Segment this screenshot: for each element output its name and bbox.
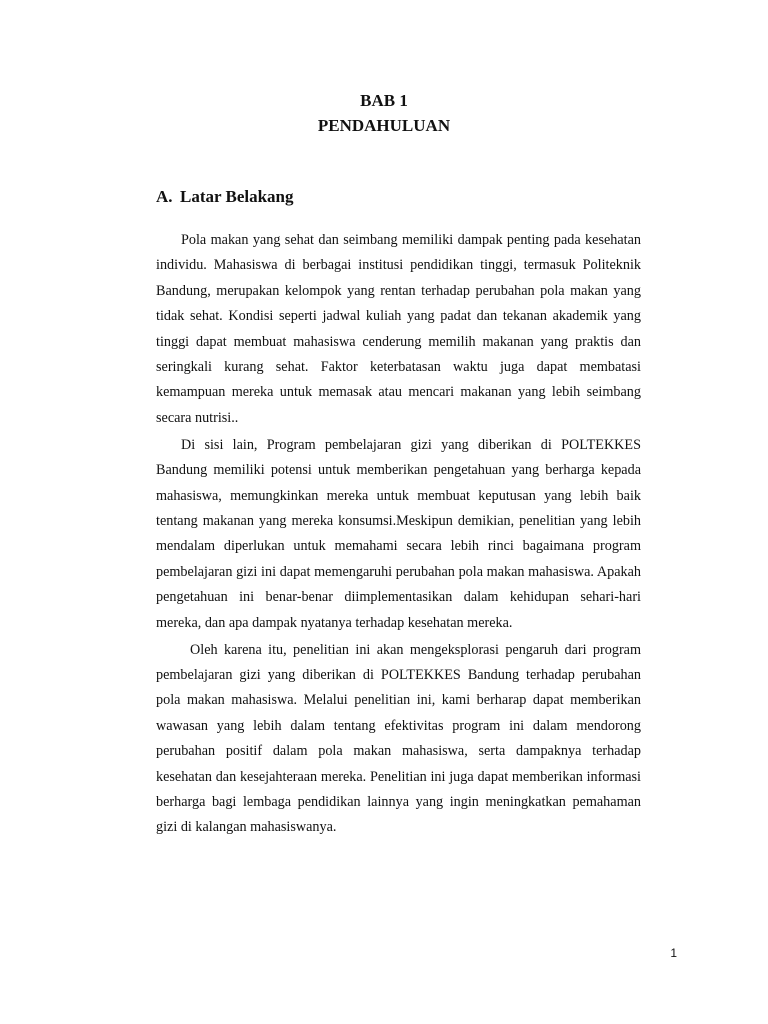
chapter-number: BAB 1 — [360, 91, 408, 110]
body-text — [156, 228, 641, 842]
paragraph: Pola makan yang sehat dan seimbang memiliki dampak penting pada kesehatan individu. Mahasiswa di berbagai institusi pendidikan tinggi, termasuk Politeknik Bandung, merupakan kelompok yang rentan terhadap perubahan pola makan yang tidak sehat. Kondisi seperti jadwal kuliah yang padat dan tekanan akademik yang tinggi dapat membuat mahasiswa cenderung memilih makanan yang praktis dan seringkali kurang sehat. Faktor keterbatasan waktu juga dapat membatasi kemampuan mereka untuk memasak atau mencari makanan yang lebih seimbang secara nutrisi.. — [156, 232, 641, 426]
section-heading — [156, 185, 294, 209]
paragraph: Oleh karena itu, penelitian ini akan mengeksplorasi pengaruh dari program pembelajaran gizi yang diberikan di POLTEKKES Bandung terhadap perubahan pola makan mahasiswa. Melalui penelitian ini, kami berharap dapat memberikan wawasan yang lebih dalam tentang efektivitas program ini dalam mendorong perubahan positif dalam pola makan mahasiswa, serta dampaknya terhadap kesehatan dan kesejahteraan mereka. Penelitian ini juga dapat memberikan informasi berharga bagi lembaga pendidikan lainnya yang ingin meningkatkan pemahaman gizi di kalangan mahasiswanya. — [156, 641, 641, 836]
section-letter: A. — [156, 187, 173, 206]
section-title: Latar Belakang — [180, 187, 294, 206]
chapter-title: PENDAHULUAN — [317, 116, 451, 135]
page-number: 1 — [670, 946, 677, 960]
paragraph: Di sisi lain, Program pembelajaran gizi yang diberikan di POLTEKKES Bandung memiliki potensi untuk memberikan pengetahuan yang berharga kepada mahasiswa, memungkinkan mereka untuk membuat keputusan yang lebih baik tentang makanan yang mereka konsumsi.Meskipun demikian, penelitian yang lebih mendalam diperlukan untuk memahami secara lebih rinci bagaimana program pembelajaran gizi ini dapat memengaruhi perubahan pola makan mahasiswa. Apakah pengetahuan ini benar-benar diimplementasikan dalam kehidupan sehari-hari mereka, dan apa dampak nyatanya terhadap kesehatan mereka. — [156, 436, 641, 631]
